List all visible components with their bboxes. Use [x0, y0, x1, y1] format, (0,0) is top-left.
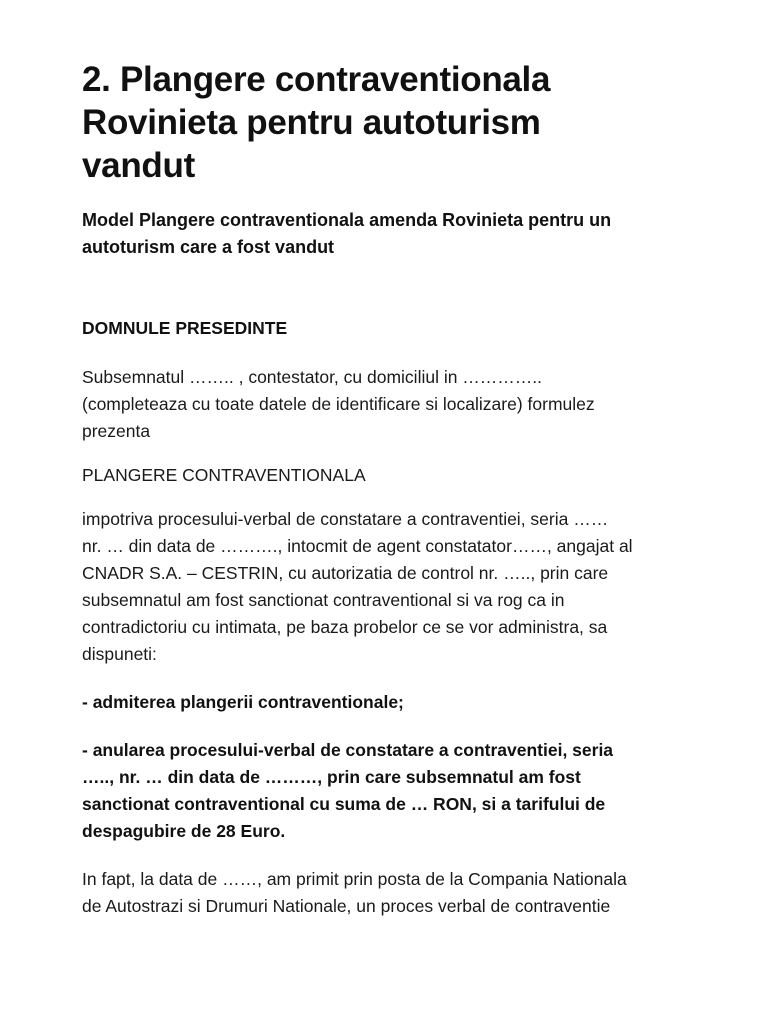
facts-paragraph	[82, 866, 690, 920]
against-line: nr. … din data de ………., intocmit de agent constatator……, angajat al	[82, 536, 633, 556]
request-annul-line: sanctionat contraventional cu suma de … RON, si a tarifului de	[82, 794, 606, 814]
facts-line: de Autostrazi si Drumuri Nationale, un proces verbal de contraventie	[82, 896, 611, 916]
facts-line: In fapt, la data de ……, am primit prin posta de la Compania Nationala	[82, 869, 627, 889]
intro-line: prezenta	[82, 421, 151, 441]
request-annul-line: - anularea procesului-verbal de constatare a contraventiei, seria	[82, 740, 614, 760]
against-line: dispuneti:	[82, 644, 157, 664]
subtitle-line: autoturism care a fost vandut	[82, 237, 335, 257]
subtitle-line: Model Plangere contraventionala amenda Rovinieta pentru un	[82, 210, 612, 230]
intro-line: Subsemnatul …….. , contestator, cu domiciliul in …………..	[82, 367, 543, 387]
intro-paragraph	[82, 364, 690, 445]
request-annul-line: despagubire de 28 Euro.	[82, 821, 286, 841]
intro-line: (completeaza cu toate datele de identificare si localizare) formulez	[82, 394, 595, 414]
request-admit: - admiterea plangerii contraventionale;	[82, 692, 404, 712]
title-line: vandut	[82, 146, 195, 185]
against-line: contradictoriu cu intimata, pe baza probelor ce se vor administra, sa	[82, 617, 608, 637]
against-line: impotriva procesului-verbal de constatare a contraventiei, seria ……	[82, 509, 609, 529]
addressee-heading: DOMNULE PRESEDINTE	[82, 318, 288, 338]
document-subtitle	[82, 207, 690, 261]
against-line: CNADR S.A. – CESTRIN, cu autorizatia de control nr. ….., prin care	[82, 563, 609, 583]
document-title	[82, 58, 690, 187]
complaint-heading: PLANGERE CONTRAVENTIONALA	[82, 465, 366, 485]
request-annul-line: ….., nr. … din data de ………, prin care subsemnatul am fost	[82, 767, 581, 787]
title-line: 2. Plangere contraventionala	[82, 60, 551, 99]
against-paragraph	[82, 506, 690, 668]
request-annul	[82, 737, 690, 845]
against-line: subsemnatul am fost sanctionat contraventional si va rog ca in	[82, 590, 565, 610]
title-line: Rovinieta pentru autoturism	[82, 103, 541, 142]
